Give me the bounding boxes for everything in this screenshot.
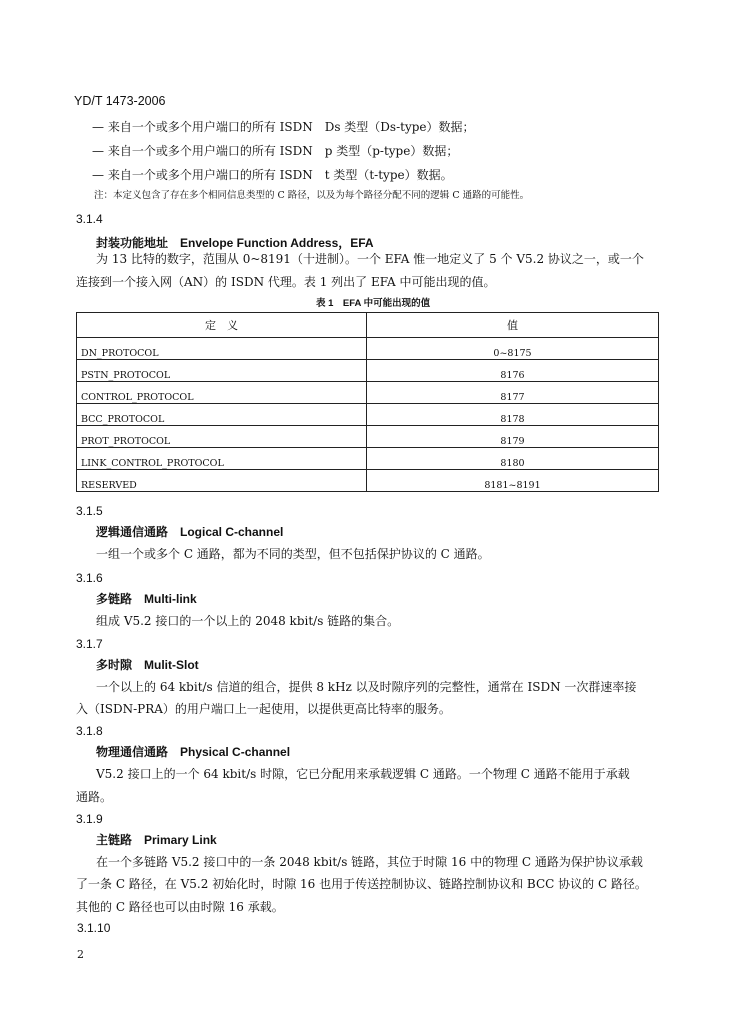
paragraph: 了一条 C 路径，在 V5.2 初始化时，时隙 16 也用于传送控制协议、链路控制协议和 BCC 协议的 C 路径。 <box>76 877 647 891</box>
paragraph: 一个以上的 64 kbit/s 信道的组合，提供 8 kHz 以及时隙序列的完整性，通常在 ISDN 一次群速率接 <box>96 680 637 694</box>
column-header: 定 义 <box>77 313 367 338</box>
section-number: 3.1.5 <box>76 504 103 518</box>
section-number: 3.1.8 <box>76 724 103 738</box>
definition-cell: PROT_PROTOCOL <box>77 426 367 448</box>
value-cell: 8176 <box>367 360 659 382</box>
paragraph: 入（ISDN-PRA）的用户端口上一起使用，以提供更高比特率的服务。 <box>76 702 451 716</box>
list-item: — 来自一个或多个用户端口的所有 ISDN p 类型（p-type）数据； <box>92 144 459 158</box>
term-title: 物理通信通路 Physical C-channel <box>96 745 291 759</box>
paragraph: 组成 V5.2 接口的一个以上的 2048 kbit/s 链路的集合。 <box>96 614 400 628</box>
table-row <box>77 426 659 448</box>
paragraph: 一组一个或多个 C 通路，都为不同的类型，但不包括保护协议的 C 通路。 <box>96 547 490 561</box>
definition-cell: BCC_PROTOCOL <box>77 404 367 426</box>
table-row <box>77 382 659 404</box>
definition-cell: RESERVED <box>77 470 367 492</box>
term-title: 封装功能地址 Envelope Function Address，EFA <box>96 236 374 250</box>
value-cell: 8181~8191 <box>367 470 659 492</box>
table-row <box>77 448 659 470</box>
value-cell: 8179 <box>367 426 659 448</box>
paragraph: 连接到一个接入网（AN）的 ISDN 代理。表 1 列出了 EFA 中可能出现的值。 <box>76 275 496 289</box>
term-title: 逻辑通信通路 Logical C-channel <box>96 525 284 539</box>
value-cell: 8178 <box>367 404 659 426</box>
section-number: 3.1.6 <box>76 571 103 585</box>
document-header: YD/T 1473-2006 <box>74 94 166 108</box>
section-number: 3.1.7 <box>76 637 103 651</box>
page-number: 2 <box>77 948 84 961</box>
definition-cell: LINK_CONTROL_PROTOCOL <box>77 448 367 470</box>
definition-cell: PSTN_PROTOCOL <box>77 360 367 382</box>
table-row <box>77 404 659 426</box>
list-item: — 来自一个或多个用户端口的所有 ISDN t 类型（t-type）数据。 <box>92 168 453 182</box>
table-caption: 表 1 EFA 中可能出现的值 <box>316 298 431 309</box>
column-header: 值 <box>367 313 659 338</box>
table-row <box>77 470 659 492</box>
section-number: 3.1.4 <box>76 212 103 226</box>
paragraph: 为 13 比特的数字，范围从 0~8191（十进制）。一个 EFA 惟一地定义了 5 个 V5.2 协议之一，或一个 <box>96 252 644 266</box>
paragraph: V5.2 接口上的一个 64 kbit/s 时隙，它已分配用来承载逻辑 C 通路。一个物理 C 通路不能用于承载 <box>96 767 630 781</box>
paragraph: 其他的 C 路径也可以由时隙 16 承载。 <box>76 900 284 914</box>
definition-cell: DN_PROTOCOL <box>77 338 367 360</box>
definition-cell: CONTROL_PROTOCOL <box>77 382 367 404</box>
table-header-row <box>77 313 659 338</box>
value-cell: 8177 <box>367 382 659 404</box>
table-row <box>77 338 659 360</box>
term-title: 多链路 Multi-link <box>96 592 197 606</box>
section-number: 3.1.10 <box>77 921 111 935</box>
table-row <box>77 360 659 382</box>
value-cell: 0~8175 <box>367 338 659 360</box>
term-title: 多时隙 Mulit-Slot <box>96 658 199 672</box>
paragraph: 在一个多链路 V5.2 接口中的一条 2048 kbit/s 链路，其位于时隙 16 中的物理 C 通路为保护协议承载 <box>96 855 643 869</box>
paragraph: 通路。 <box>76 790 113 804</box>
list-item: — 来自一个或多个用户端口的所有 ISDN Ds 类型（Ds-type）数据； <box>92 120 475 134</box>
section-number: 3.1.9 <box>76 812 103 826</box>
note: 注：本定义包含了存在多个相同信息类型的 C 路径，以及为每个路径分配不同的逻辑 C 通路的可能性。 <box>94 190 530 201</box>
efa-table <box>76 312 659 492</box>
term-title: 主链路 Primary Link <box>96 833 217 847</box>
value-cell: 8180 <box>367 448 659 470</box>
